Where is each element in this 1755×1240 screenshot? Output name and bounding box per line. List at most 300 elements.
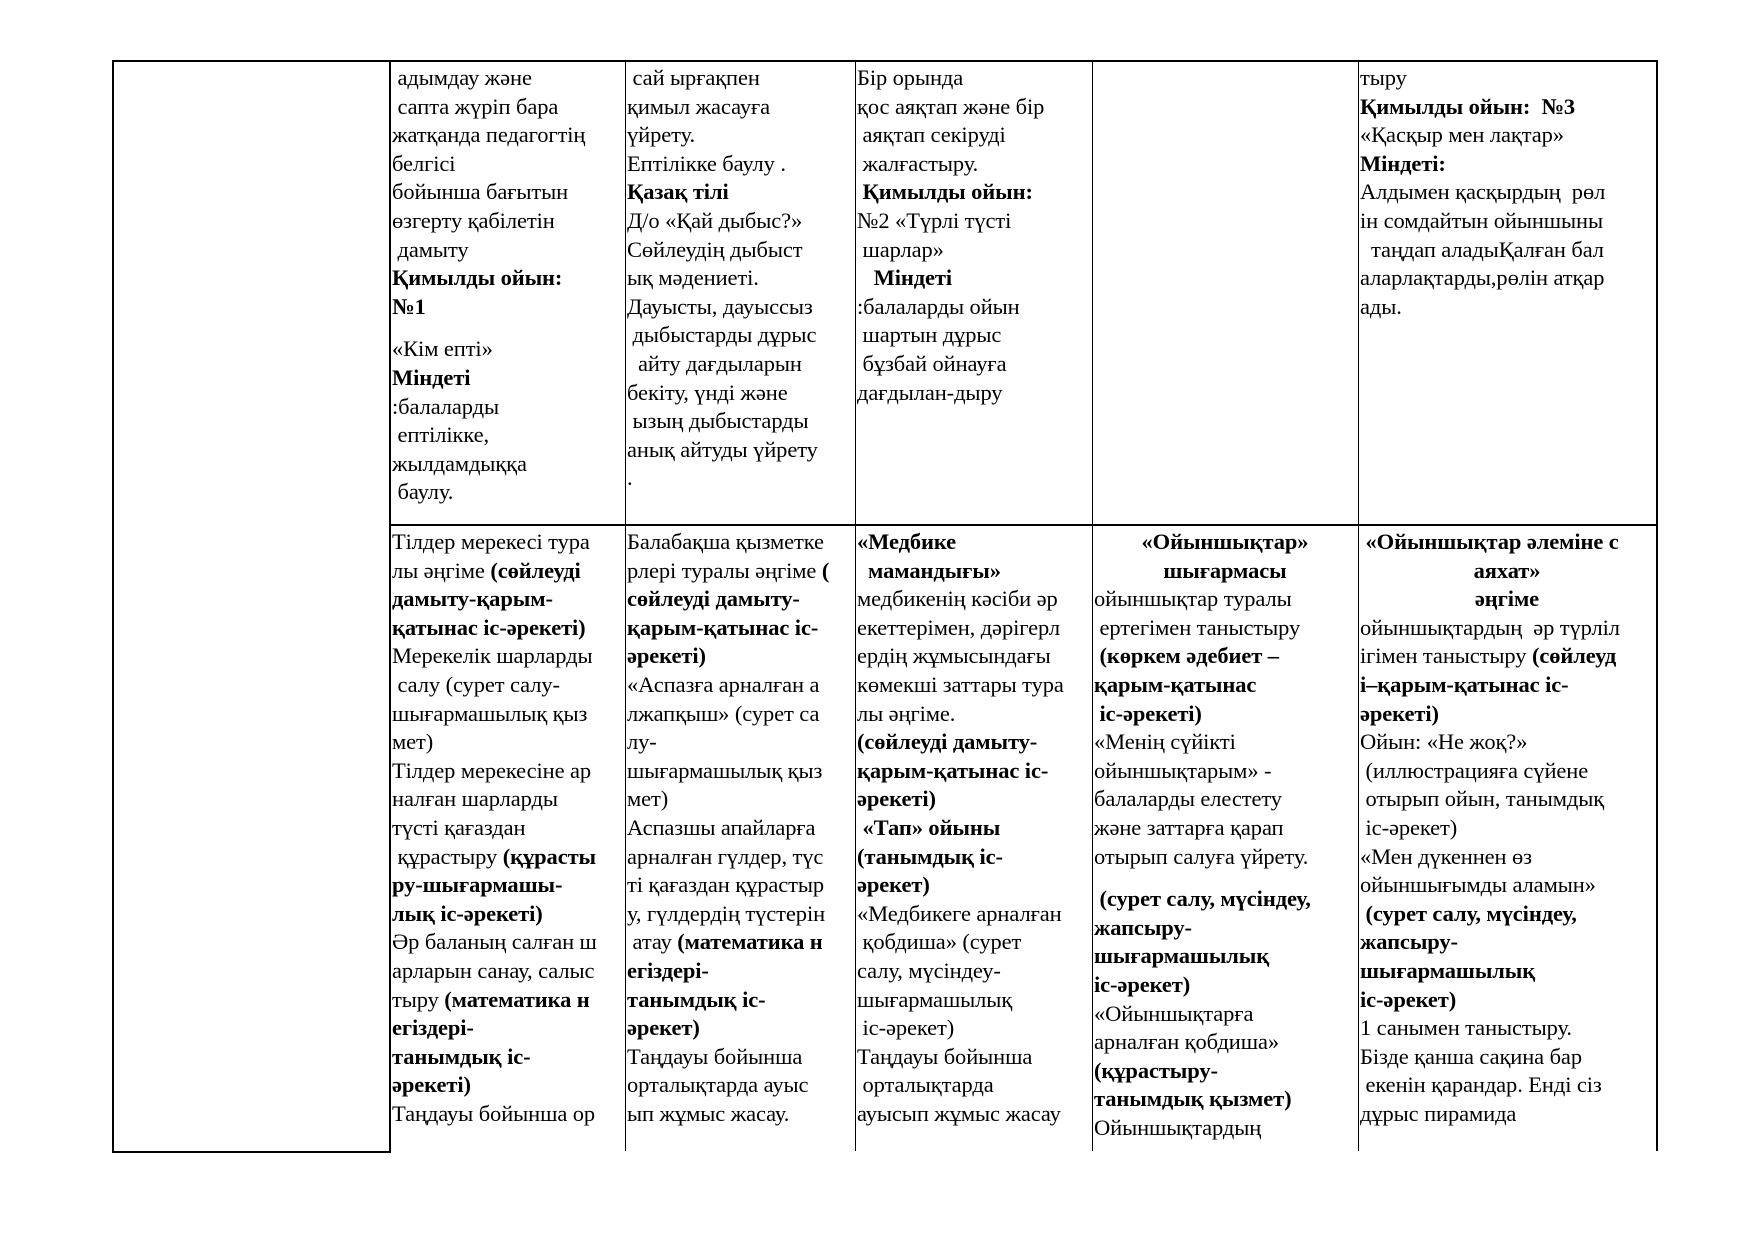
- text-run: айту дағдыларын: [627, 350, 802, 376]
- text-run: отырып салуға үйрету.: [1094, 843, 1309, 869]
- text-run: №2 «Түрлі түсті: [857, 207, 1012, 233]
- text-line: [392, 121, 623, 150]
- text-line: [1360, 93, 1654, 122]
- bold-text-run: мамандығы»: [857, 557, 1001, 583]
- text-run: Таңдауы бойынша: [627, 1043, 803, 1069]
- text-line: [857, 178, 1090, 207]
- text-run: ептілікке,: [392, 422, 490, 448]
- bold-text-run: (көркем әдебиет –: [1094, 643, 1279, 669]
- text-line: [392, 757, 623, 786]
- text-run: және заттарға қарап: [1094, 814, 1284, 840]
- bold-text-run: әрекет): [857, 872, 930, 898]
- text-line: [1360, 957, 1654, 986]
- text-line: [392, 478, 623, 507]
- text-run: Аспазшы апайларға: [627, 814, 816, 840]
- text-run: өзгерту қабілетін: [392, 207, 555, 233]
- text-run: .: [627, 465, 633, 491]
- bold-text-run: танымдық іс-: [627, 986, 766, 1012]
- text-line: [392, 986, 623, 1015]
- text-run: Сөйлеудің дыбыст: [627, 236, 803, 262]
- text-run: рлері туралы әңгіме: [627, 557, 822, 583]
- text-line: [627, 957, 853, 986]
- text-line: [392, 871, 623, 900]
- bold-text-run: қатынас іс-әрекеті): [392, 614, 586, 640]
- text-line: [857, 121, 1090, 150]
- text-run: Әр баланың салған ш: [392, 929, 597, 955]
- row1-col3-cell: [857, 64, 1090, 522]
- text-run: ады.: [1360, 293, 1402, 319]
- text-line: [857, 757, 1090, 786]
- text-line: [392, 957, 623, 986]
- text-line: [627, 585, 853, 614]
- bold-text-run: «Ойыншықтар әлеміне с: [1360, 529, 1619, 554]
- bold-text-run: жапсыру-: [1094, 914, 1192, 940]
- text-line: [392, 700, 623, 729]
- bold-text-run: (танымдық іс-: [857, 843, 1003, 869]
- row1-col2-cell: [627, 64, 853, 522]
- text-line: [627, 614, 853, 643]
- text-line: [627, 785, 853, 814]
- bold-text-run: егіздері-: [627, 957, 709, 983]
- row1-col4-cell: [1094, 64, 1356, 522]
- text-run: арналған гүлдер, түс: [627, 843, 824, 869]
- row1-col1-cell: [392, 64, 623, 522]
- text-run: Бізде қанша сақина бар: [1360, 1043, 1582, 1069]
- text-run: Дауысты, дауыссыз: [627, 293, 813, 319]
- text-run: шығармашылық қыз: [392, 700, 588, 726]
- table-border-left: [112, 60, 114, 1153]
- bold-text-run: іс-әрекет): [1360, 986, 1457, 1012]
- text-line: [627, 1071, 853, 1100]
- bold-text-run: «Тап» ойыны: [857, 814, 1001, 840]
- text-line: [627, 1043, 853, 1072]
- text-run: екеттерімен, дәрігерл: [857, 614, 1060, 640]
- bold-text-run: (: [821, 557, 830, 583]
- text-line: [392, 150, 623, 179]
- text-run: ойыншықтардың әр түрліл: [1360, 614, 1620, 640]
- text-run: баулу.: [392, 479, 454, 505]
- text-run: Таңдауы бойынша ор: [392, 1100, 596, 1126]
- text-run: адымдау және: [392, 65, 532, 90]
- text-line: [627, 236, 853, 265]
- column-divider-5: [1358, 60, 1359, 1151]
- text-line: [1360, 264, 1654, 293]
- line-gap: [1094, 871, 1356, 885]
- text-line: [392, 642, 623, 671]
- text-run: отырып ойын, танымдық: [1360, 786, 1605, 812]
- text-line: [627, 93, 853, 122]
- text-line: [857, 871, 1090, 900]
- text-line: [392, 814, 623, 843]
- text-line: [627, 642, 853, 671]
- text-run: :балаларды: [392, 393, 500, 419]
- text-line: [1360, 814, 1654, 843]
- text-run: лу-: [627, 729, 657, 755]
- text-line: [1360, 1014, 1654, 1043]
- bold-text-run: танымдық іс-: [392, 1043, 531, 1069]
- text-run: ертегімен таныстыру: [1094, 614, 1301, 640]
- text-line: [1094, 814, 1356, 843]
- text-run: Д/о «Қай дыбыс?»: [627, 207, 803, 233]
- text-line: [392, 293, 623, 322]
- text-run: бойынша бағытын: [392, 179, 569, 205]
- text-line: [857, 236, 1090, 265]
- text-run: балаларды елестету: [1094, 786, 1282, 812]
- text-run: ойыншықтарым» -: [1094, 757, 1272, 783]
- text-line: [1360, 700, 1654, 729]
- text-run: «Медбикеге арналған: [857, 900, 1062, 926]
- bold-text-run: №1: [392, 293, 426, 319]
- text-run: шартын дұрыс: [857, 322, 1002, 348]
- text-line: [627, 871, 853, 900]
- text-line: [627, 350, 853, 379]
- text-line: [392, 1100, 623, 1129]
- bold-text-run: танымдық қызмет): [1094, 1086, 1292, 1112]
- text-run: үйрету.: [627, 122, 695, 148]
- bold-text-run: (сурет салу, мүсіндеу,: [1094, 886, 1311, 912]
- row1-col5-cell: [1360, 64, 1654, 522]
- text-line: [857, 986, 1090, 1015]
- text-line: [1360, 150, 1654, 179]
- text-line: [857, 700, 1090, 729]
- text-line: [1360, 1100, 1654, 1129]
- text-line: [857, 1014, 1090, 1043]
- text-line: [1094, 614, 1356, 643]
- text-line: [627, 64, 853, 93]
- text-run: екенін қарандар. Енді сіз: [1360, 1072, 1602, 1098]
- row2-col1-cell: [392, 528, 623, 1150]
- text-run: Ойыншықтардың: [1094, 1114, 1262, 1140]
- text-run: Ойын: «Не жоқ?»: [1360, 729, 1528, 755]
- text-run: Ептілікке баулу .: [627, 150, 786, 176]
- text-line: [1094, 1114, 1356, 1143]
- text-run: ердің жұмысындағы: [857, 643, 1051, 669]
- text-line: [857, 900, 1090, 929]
- text-line: [392, 1014, 623, 1043]
- text-line: [627, 671, 853, 700]
- text-line: [392, 728, 623, 757]
- text-line: [1360, 843, 1654, 872]
- text-run: Алдымен қасқырдың рөл: [1360, 179, 1606, 205]
- text-run: «Кім епті»: [392, 336, 493, 362]
- text-run: ігімен таныстыру: [1360, 643, 1532, 669]
- text-line: [857, 321, 1090, 350]
- bold-text-run: іс-әрекет): [1094, 971, 1191, 997]
- text-line: [857, 207, 1090, 236]
- text-run: медбикенің кәсіби әр: [857, 586, 1058, 612]
- text-run: «Ойыншықтарға: [1094, 1000, 1254, 1026]
- text-line: [1360, 1043, 1654, 1072]
- text-line: [1360, 557, 1654, 586]
- text-line: [627, 900, 853, 929]
- bold-text-run: қарым-қатынас: [1094, 671, 1257, 697]
- text-run: қимыл жасауға: [627, 93, 770, 119]
- text-run: салу, мүсіндеу-: [857, 957, 1001, 983]
- text-line: [392, 236, 623, 265]
- text-line: [1094, 1000, 1356, 1029]
- row2-col2-cell: [627, 528, 853, 1150]
- bold-text-run: «Медбике: [857, 529, 957, 554]
- text-line: [1360, 207, 1654, 236]
- text-run: ін сомдайтын ойыншыны: [1360, 207, 1604, 233]
- text-line: [1360, 900, 1654, 929]
- text-line: [1094, 942, 1356, 971]
- text-line: [392, 178, 623, 207]
- text-run: тыру: [1360, 65, 1407, 90]
- text-line: [627, 293, 853, 322]
- text-line: [1360, 236, 1654, 265]
- text-line: [857, 614, 1090, 643]
- text-run: бұзбай ойнауға: [857, 350, 1007, 376]
- text-line: [392, 421, 623, 450]
- text-run: шығармашылық: [857, 986, 1013, 1012]
- line-gap: [392, 321, 623, 335]
- column-divider-4: [1092, 60, 1093, 1151]
- text-run: 1 санымен таныстыру.: [1360, 1015, 1572, 1041]
- text-run: көмекші заттары тура: [857, 671, 1064, 697]
- text-run: орталықтарда: [857, 1072, 994, 1098]
- text-line: [627, 757, 853, 786]
- text-line: [1360, 928, 1654, 957]
- text-line: [627, 528, 853, 557]
- text-run: «Менің сүйікті: [1094, 729, 1236, 755]
- text-line: [1094, 700, 1356, 729]
- text-run: құрастыру: [392, 843, 503, 869]
- text-run: дағдылан-дыру: [857, 379, 1003, 405]
- text-line: [1094, 1057, 1356, 1086]
- text-run: арналған қобдиша»: [1094, 1029, 1279, 1055]
- text-line: [627, 1014, 853, 1043]
- text-run: Мерекелік шарларды: [392, 643, 593, 669]
- text-line: [627, 843, 853, 872]
- text-line: [627, 407, 853, 436]
- text-line: [1360, 642, 1654, 671]
- text-line: [857, 728, 1090, 757]
- bold-text-run: іс-әрекеті): [1094, 700, 1202, 726]
- text-run: «Қасқыр мен лақтар»: [1360, 122, 1564, 148]
- text-line: [1094, 642, 1356, 671]
- bold-text-run: әрекеті): [392, 1072, 471, 1098]
- bold-text-run: әрекет): [627, 1015, 700, 1041]
- bold-text-run: (сөйлеуд: [1531, 643, 1617, 669]
- text-line: [857, 350, 1090, 379]
- text-run: ойыншығымды аламын»: [1360, 872, 1596, 898]
- bold-text-run: шығармасы: [1163, 557, 1287, 583]
- text-line: [627, 321, 853, 350]
- text-run: жатқанда педагогтің: [392, 122, 586, 148]
- text-line: [627, 264, 853, 293]
- text-line: [857, 957, 1090, 986]
- text-line: [1360, 871, 1654, 900]
- first-column-bottom-border: [112, 1151, 391, 1153]
- text-line: [1094, 971, 1356, 1000]
- text-line: [857, 264, 1090, 293]
- text-run: ауысып жұмыс жасау: [857, 1100, 1061, 1126]
- text-line: [1360, 757, 1654, 786]
- text-line: [392, 843, 623, 872]
- text-run: арларын санау, салыс: [392, 957, 595, 983]
- bold-text-run: Қимылды ойын:: [392, 265, 563, 291]
- text-run: салу (сурет салу-: [392, 671, 560, 697]
- text-run: налған шарларды: [392, 786, 558, 812]
- text-run: іс-әрекет): [1360, 814, 1458, 840]
- text-line: [392, 1043, 623, 1072]
- bold-text-run: әрекеті): [627, 643, 706, 669]
- text-line: [1360, 785, 1654, 814]
- text-line: [857, 642, 1090, 671]
- text-line: [1094, 914, 1356, 943]
- text-line: [857, 150, 1090, 179]
- text-line: [627, 728, 853, 757]
- text-line: [1360, 585, 1654, 614]
- bold-text-run: (математика н: [677, 929, 823, 955]
- text-line: [627, 928, 853, 957]
- bold-text-run: Міндеті: [857, 265, 952, 291]
- text-line: [627, 379, 853, 408]
- text-run: мет): [392, 729, 434, 755]
- text-line: [857, 293, 1090, 322]
- text-run: аларлақтарды,рөлін атқар: [1360, 265, 1605, 291]
- text-line: [1360, 293, 1654, 322]
- text-line: [857, 671, 1090, 700]
- bold-text-run: (сөйлеуді: [490, 557, 581, 583]
- row-divider: [389, 524, 1658, 526]
- text-run: (иллюстрацияға сүйене: [1360, 757, 1589, 783]
- bold-text-run: қарым-қатынас іс-: [857, 757, 1049, 783]
- text-line: [392, 207, 623, 236]
- text-run: аяқтап секіруді: [857, 122, 1006, 148]
- text-line: [392, 364, 623, 393]
- text-line: [857, 1043, 1090, 1072]
- text-run: белгісі: [392, 150, 456, 176]
- text-line: [392, 785, 623, 814]
- text-line: [1360, 986, 1654, 1015]
- text-run: қос аяқтап және бір: [857, 93, 1045, 119]
- text-run: түсті қағаздан: [392, 814, 526, 840]
- bold-text-run: шығармашылық: [1094, 943, 1270, 969]
- text-run: таңдап аладыҚалған бал: [1360, 236, 1604, 262]
- bold-text-run: (математика н: [444, 986, 590, 1012]
- bold-text-run: аяхат»: [1473, 557, 1541, 583]
- bold-text-run: жапсыру-: [1360, 929, 1458, 955]
- text-run: атау: [627, 929, 678, 955]
- text-line: [392, 557, 623, 586]
- first-column-right-border: [389, 60, 391, 1153]
- bold-text-run: (сөйлеуді дамыту-: [857, 729, 1038, 755]
- text-run: «Мен дүкеннен өз: [1360, 843, 1532, 869]
- text-run: Таңдауы бойынша: [857, 1043, 1033, 1069]
- bold-text-run: лық іс-әрекеті): [392, 900, 543, 926]
- text-line: [627, 464, 853, 493]
- bold-text-run: «Ойыншықтар»: [1141, 529, 1309, 554]
- text-line: [1360, 614, 1654, 643]
- text-line: [1094, 1028, 1356, 1057]
- text-line: [392, 585, 623, 614]
- text-line: [857, 528, 1090, 557]
- text-line: [1360, 178, 1654, 207]
- text-line: [627, 1100, 853, 1129]
- text-line: [857, 785, 1090, 814]
- text-line: [392, 335, 623, 364]
- text-line: [392, 1071, 623, 1100]
- text-line: [392, 671, 623, 700]
- text-line: [392, 928, 623, 957]
- bold-text-run: қарым-қатынас іс-: [627, 614, 819, 640]
- text-run: шығармашылық қыз: [627, 757, 823, 783]
- text-run: іс-әрекет): [857, 1015, 955, 1041]
- text-line: [1094, 785, 1356, 814]
- text-line: [627, 178, 853, 207]
- text-run: қобдиша» (сурет: [857, 929, 1022, 955]
- text-run: мет): [627, 786, 669, 812]
- bold-text-run: (сурет салу, мүсіндеу,: [1360, 900, 1577, 926]
- text-line: [1360, 121, 1654, 150]
- text-run: «Аспазға арналған а: [627, 671, 820, 697]
- bold-text-run: і–қарым-қатынас іс-: [1360, 671, 1569, 697]
- text-run: жылдамдыққа: [392, 450, 527, 476]
- bold-text-run: әңгіме: [1474, 586, 1540, 612]
- row2-col3-cell: [857, 528, 1090, 1150]
- text-line: [857, 557, 1090, 586]
- bold-text-run: сөйлеуді дамыту-: [627, 586, 800, 612]
- bold-text-run: әрекеті): [857, 786, 936, 812]
- text-run: Тілдер мерекесіне ар: [392, 757, 592, 783]
- text-line: [1094, 728, 1356, 757]
- bold-text-run: (құрасты: [502, 843, 596, 869]
- text-run: шарлар»: [857, 236, 944, 262]
- text-line: [627, 557, 853, 586]
- text-line: [1094, 557, 1356, 586]
- text-run: ызың дыбыстарды: [627, 408, 809, 434]
- text-line: [857, 585, 1090, 614]
- text-line: [1094, 528, 1356, 557]
- bold-text-run: дамыту-қарым-: [392, 586, 553, 612]
- text-line: [392, 900, 623, 929]
- text-run: жалғастыру.: [857, 150, 979, 176]
- text-line: [392, 264, 623, 293]
- bold-text-run: егіздері-: [392, 1015, 474, 1041]
- text-line: [857, 379, 1090, 408]
- text-run: лжапқыш» (сурет са: [627, 700, 820, 726]
- text-line: [392, 614, 623, 643]
- text-run: Тілдер мерекесі тура: [392, 529, 590, 554]
- text-run: сапта жүріп бара: [392, 93, 559, 119]
- text-line: [1094, 885, 1356, 914]
- bold-text-run: әрекеті): [1360, 700, 1439, 726]
- bold-text-run: шығармашылық: [1360, 957, 1536, 983]
- text-line: [1094, 757, 1356, 786]
- table-border-top: [112, 60, 1658, 62]
- text-line: [857, 814, 1090, 843]
- text-line: [627, 814, 853, 843]
- bold-text-run: Қазақ тілі: [627, 179, 729, 205]
- text-run: Бір орында: [857, 65, 964, 90]
- text-run: дамыту: [392, 236, 469, 262]
- text-line: [857, 93, 1090, 122]
- text-run: лы әңгіме.: [857, 700, 956, 726]
- text-line: [392, 93, 623, 122]
- bold-text-run: (құрастыру-: [1094, 1057, 1218, 1083]
- text-line: [392, 393, 623, 422]
- text-run: дұрыс пирамида: [1360, 1100, 1517, 1126]
- text-run: у, гүлдердің түстерін: [627, 900, 826, 926]
- text-line: [392, 528, 623, 557]
- text-line: [1360, 64, 1654, 93]
- text-run: бекіту, үнді және: [627, 379, 788, 405]
- text-line: [627, 986, 853, 1015]
- text-run: анық айтуды үйрету: [627, 436, 818, 462]
- text-line: [1360, 1071, 1654, 1100]
